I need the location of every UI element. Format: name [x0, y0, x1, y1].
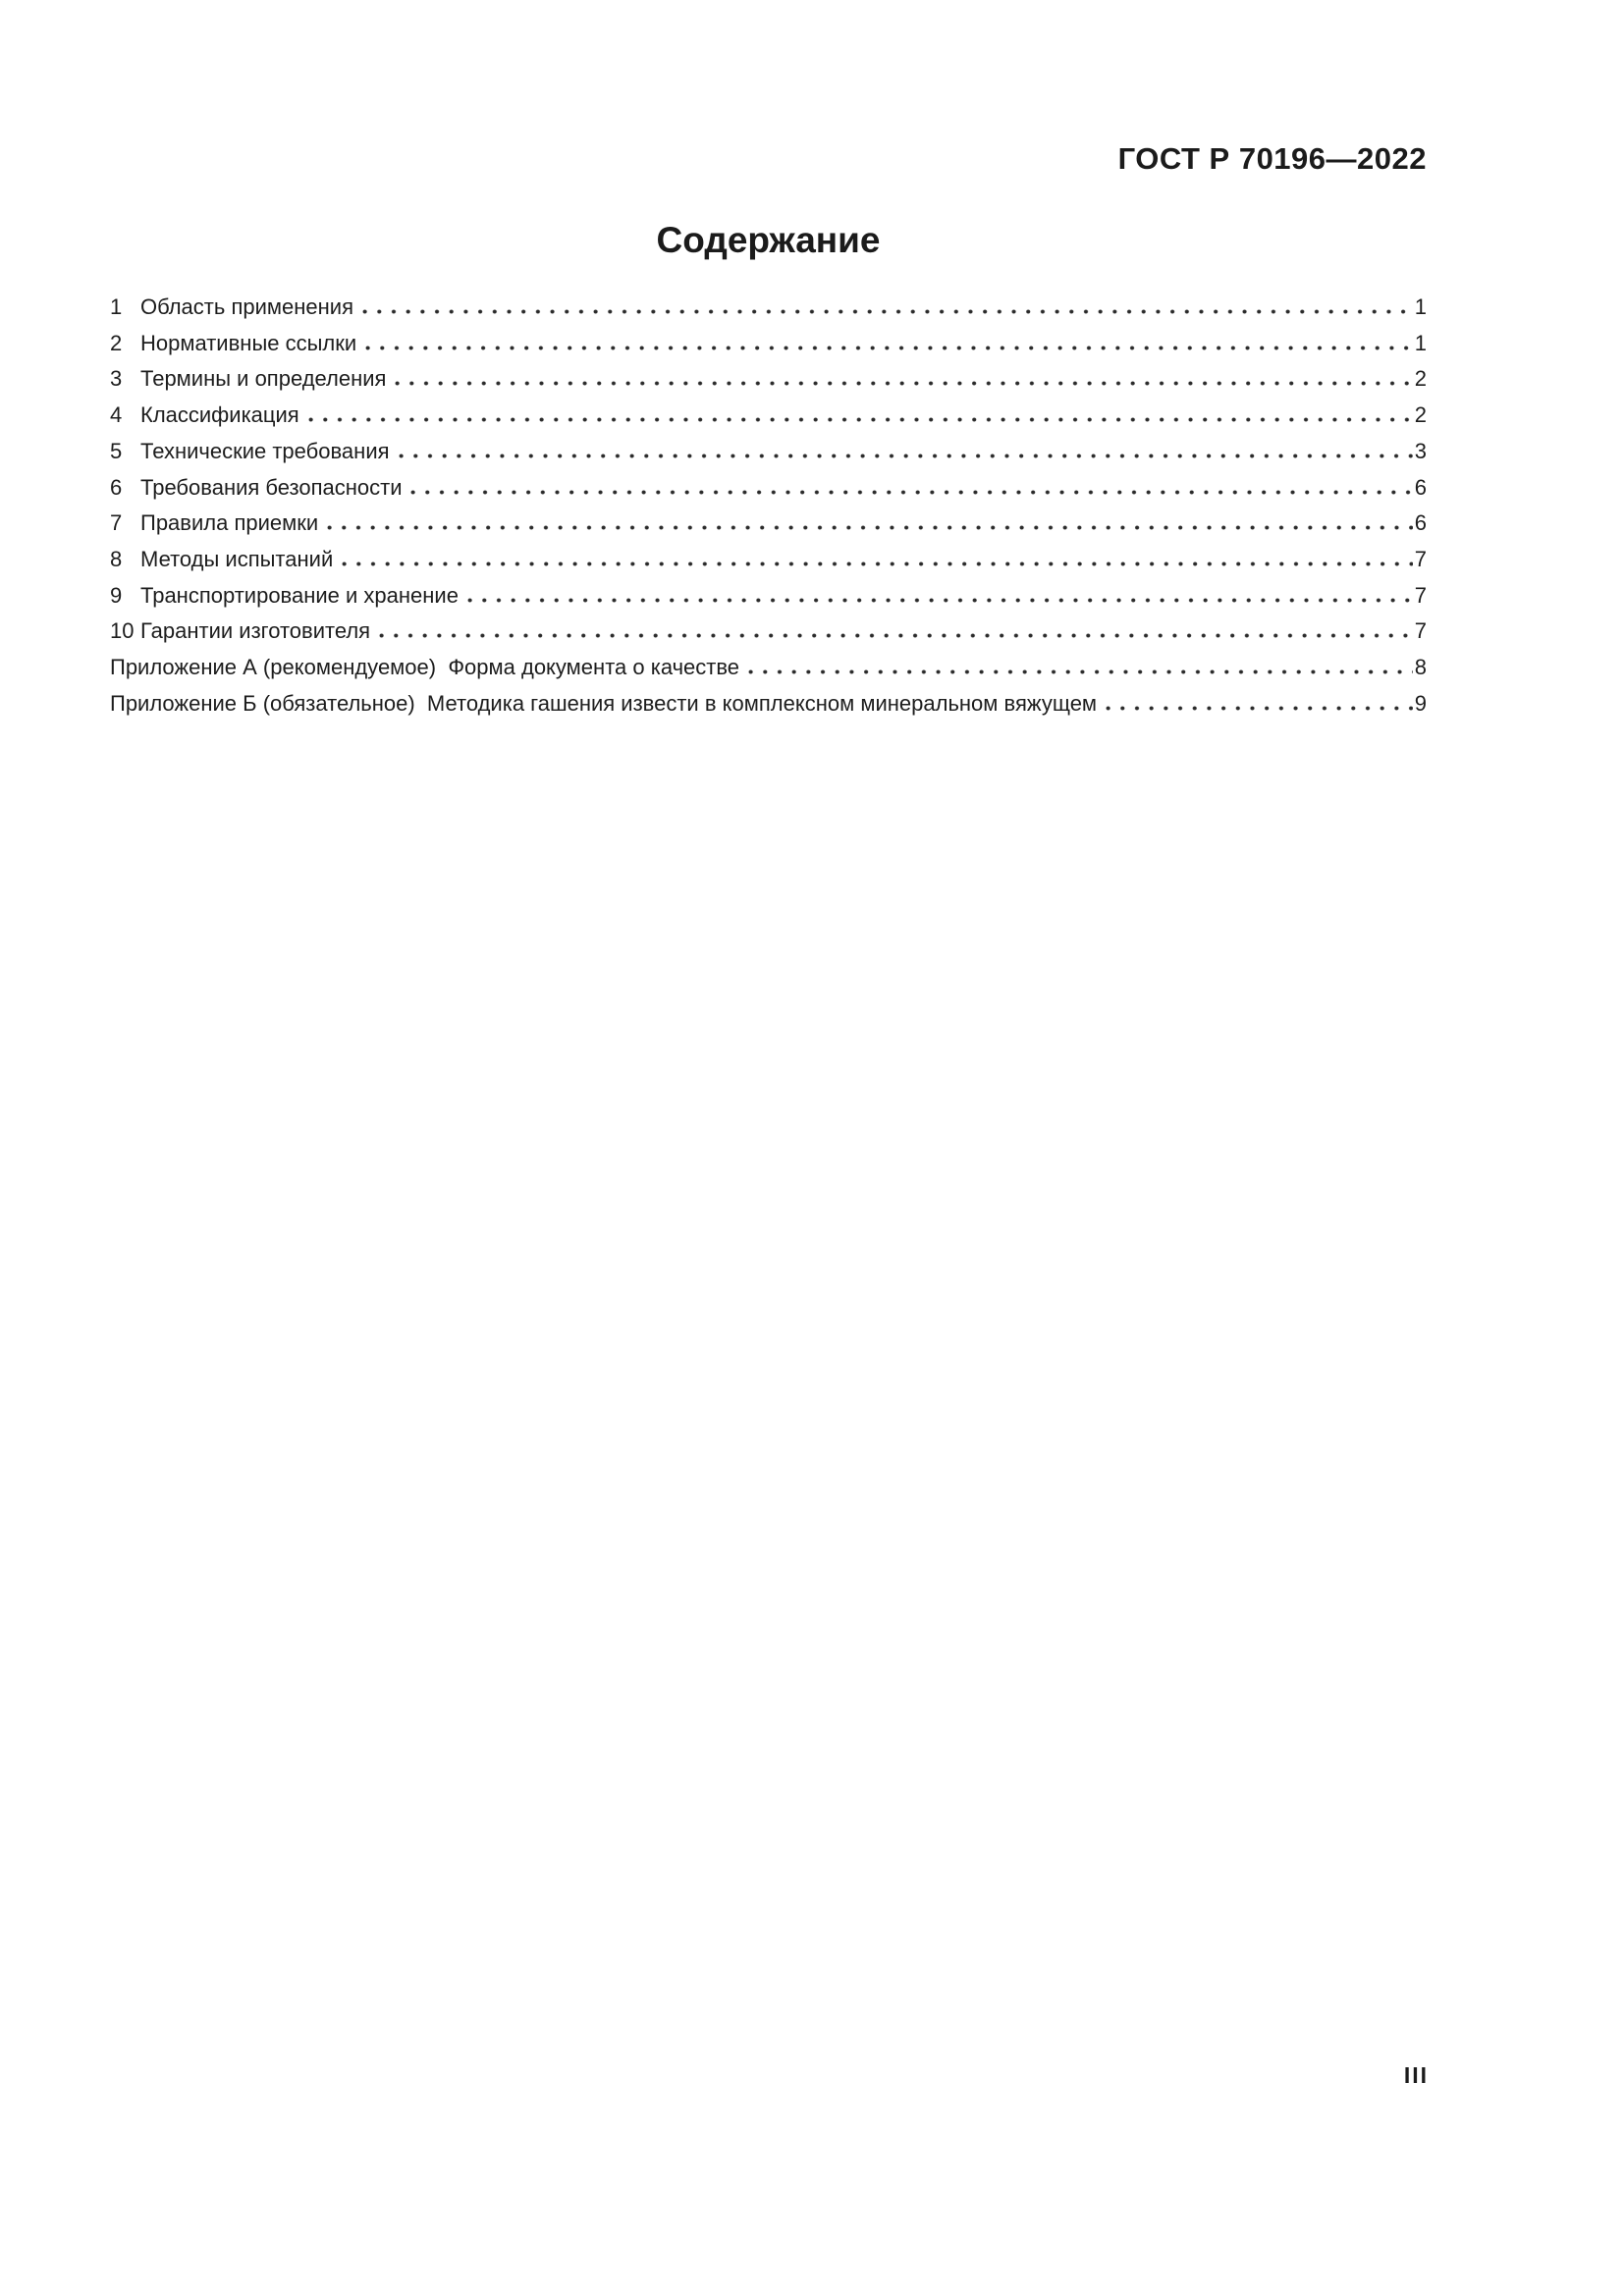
toc-entry-label: Технические требования	[140, 438, 390, 463]
toc-entry-page: 2	[1414, 366, 1427, 392]
toc-entry-page: 7	[1414, 582, 1427, 608]
toc-leader-dots	[748, 650, 1413, 686]
toc-entry-page: 1	[1414, 294, 1427, 319]
toc-entry-label: Термины и определения	[140, 366, 387, 392]
toc-entry-number: 4	[110, 402, 123, 428]
toc-entry-number: 1	[110, 294, 123, 319]
toc-entry-number: 8	[110, 546, 123, 571]
toc-entry-page: 6	[1414, 474, 1427, 500]
toc-leader-dots	[1106, 686, 1413, 722]
toc-entry-number: 5	[110, 438, 123, 463]
toc-leader-dots	[410, 470, 1412, 507]
toc-entry-page: 6	[1414, 510, 1427, 536]
toc-entry-number: 6	[110, 474, 123, 500]
toc-entry-label: Методы испытаний	[140, 546, 334, 571]
toc-entry	[110, 398, 1427, 434]
toc-entry	[110, 578, 1427, 614]
toc-entry-label: Транспортирование и хранение	[140, 582, 459, 608]
toc-entry-label: Требования безопасности	[140, 474, 403, 500]
toc-list	[110, 290, 1427, 721]
toc-entry	[110, 686, 1427, 722]
toc-entry	[110, 506, 1427, 542]
toc-entry-number: 3	[110, 366, 123, 392]
toc-leader-dots	[467, 578, 1413, 614]
toc-entry-page: 9	[1414, 690, 1427, 716]
toc-title: Содержание	[656, 220, 881, 260]
toc-entry-number: 7	[110, 510, 123, 536]
toc-entry	[110, 326, 1427, 362]
toc-entry	[110, 470, 1427, 507]
toc-entry-label: Правила приемки	[140, 510, 319, 536]
toc-entry-number: 10	[110, 618, 135, 644]
toc-leader-dots	[379, 614, 1413, 650]
toc-leader-dots	[362, 290, 1413, 326]
toc-entry	[110, 290, 1427, 326]
toc-entry	[110, 650, 1427, 686]
toc-leader-dots	[395, 361, 1412, 398]
toc-entry-number: 9	[110, 582, 123, 608]
toc-entry-page: 7	[1414, 618, 1427, 644]
toc-entry-label: Приложение А (рекомендуемое) Форма документа о качестве	[110, 655, 740, 680]
toc-leader-dots	[399, 434, 1413, 470]
toc-entry	[110, 614, 1427, 650]
toc-entry	[110, 361, 1427, 398]
toc-entry-label: Область применения	[140, 294, 353, 319]
page-number-footer: III	[1403, 2062, 1429, 2088]
toc-entry-page: 3	[1414, 438, 1427, 463]
toc-entry-page: 2	[1414, 402, 1427, 428]
toc-entry-page: 8	[1414, 655, 1427, 680]
toc-entry-page: 7	[1414, 546, 1427, 571]
toc-entry-label: Гарантии изготовителя	[140, 618, 371, 644]
doc-number: ГОСТ Р 70196—2022	[1117, 141, 1427, 176]
toc-entry-label: Приложение Б (обязательное) Методика гашения извести в комплексном минеральном вяжущем	[110, 690, 1098, 716]
toc-entry-label: Классификация	[140, 402, 299, 428]
toc-entry	[110, 542, 1427, 578]
toc-entry-label: Нормативные ссылки	[140, 330, 357, 355]
toc-entry-number: 2	[110, 330, 123, 355]
toc-leader-dots	[308, 398, 1413, 434]
toc-leader-dots	[327, 506, 1413, 542]
toc-entry	[110, 434, 1427, 470]
toc-leader-dots	[342, 542, 1413, 578]
toc-entry-page: 1	[1414, 330, 1427, 355]
toc-leader-dots	[365, 326, 1413, 362]
